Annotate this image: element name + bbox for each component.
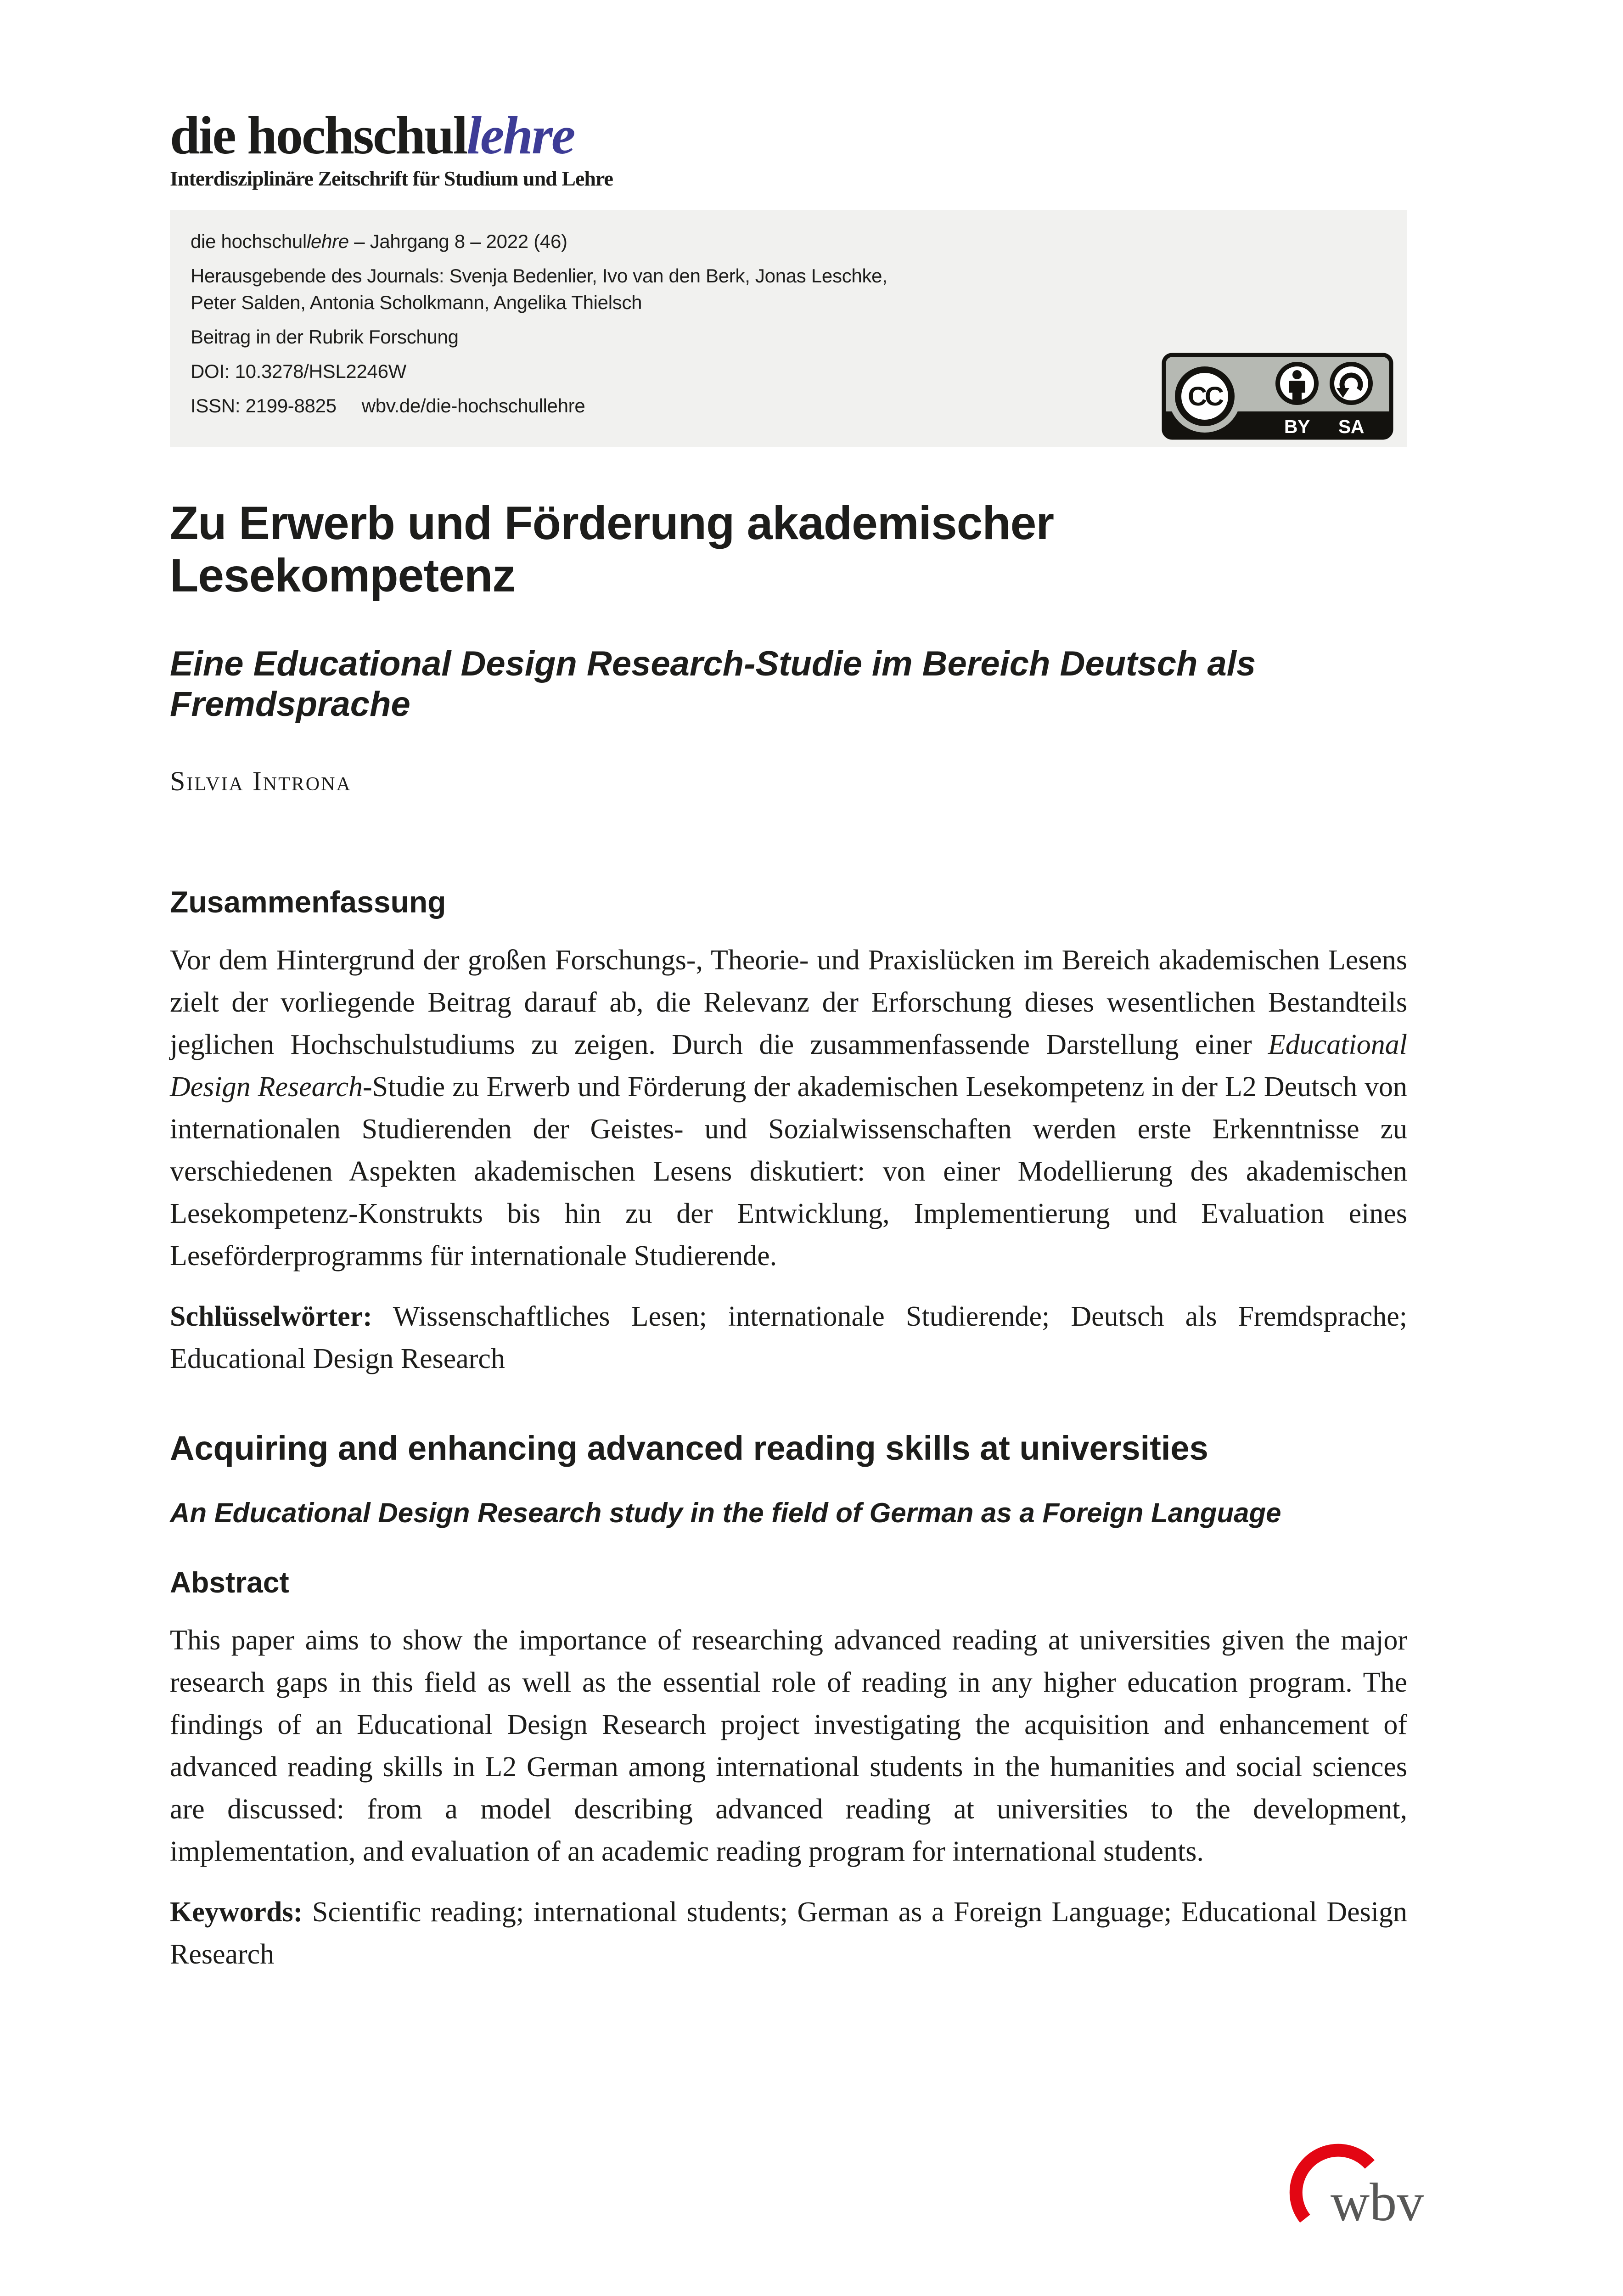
keywords-en-list: Scientific reading; international students; German as a Foreign Language; Educational Design Research (170, 1896, 1407, 1970)
keywords-de (170, 1295, 1407, 1380)
issue-volume-year: – Jahrgang 8 – 2022 (46) (348, 231, 567, 252)
abstract-en-heading: Abstract (170, 1566, 289, 1599)
abstract-de-part2: -Studie zu Erwerb und Förderung der akademischen Lesekompetenz in der L2 Deutsch von internationalen Studierenden der Geistes- und Sozialwissenschaften werden erste Erkenntnisse zu verschiedenen Aspekten akademischen Lesens diskutiert: von einer Modellierung des akademischen Lesekompetenz-Konstrukts bis hin zu der Entwicklung, Implementierung und Evaluation eines Leseförderprogramms für internationale Studierende. (170, 1071, 1407, 1272)
article-title-en: Acquiring and enhancing advanced reading skills at universities (170, 1429, 1208, 1467)
abstract-de-heading: Zusammenfassung (170, 885, 446, 919)
abstract-de-text (170, 939, 1407, 1277)
cc-letters: CC (1188, 382, 1222, 411)
journal-logo-blue-part: lehre (466, 105, 574, 165)
article-title-de: Zu Erwerb und Förderung akademischer Lesekompetenz (170, 497, 1054, 602)
issue-journal-name-italic: lehre (306, 231, 349, 252)
section-note: Beitrag in der Rubrik Forschung (191, 326, 459, 348)
abstract-de-part1: Vor dem Hintergrund der großen Forschungs-, Theorie- und Praxislücken im Bereich akademischen Lesens zielt der vorliegende Beitrag darauf ab, die Relevanz der Erforschung dieses wesentlichen Bestandteils jeglichen Hochschulstudiums zu zeigen. Durch die zusammenfassende Darstellung einer (170, 944, 1407, 1060)
sa-label: SA (1338, 416, 1365, 437)
attribution-person-icon (1275, 362, 1319, 405)
journal-masthead (170, 0, 1407, 191)
keywords-de-label: Schlüsselwörter: (170, 1300, 372, 1332)
issue-journal-name: die hochschul (191, 231, 307, 252)
journal-website-link[interactable]: wbv.de/die-hochschullehre (361, 395, 585, 416)
editors-line-2: Peter Salden, Antonia Scholkmann, Angelika Thielsch (191, 292, 642, 313)
journal-logo-black-part: die hochschul (170, 105, 467, 165)
issn-number: ISSN: 2199-8825 (191, 395, 337, 416)
share-alike-icon (1330, 362, 1373, 405)
wbv-logo-graphic (1286, 2135, 1428, 2250)
issue-line (191, 228, 1387, 255)
keywords-en (170, 1891, 1407, 1975)
editors-line-1: Herausgebende des Journals: Svenja Bedenlier, Ivo van den Berk, Jonas Leschke, (191, 265, 887, 287)
editors-line (191, 263, 1387, 316)
wbv-publisher-logo (1286, 2135, 1428, 2250)
cc-by-sa-license-badge[interactable] (1162, 353, 1393, 440)
author-name: Silvia Introna (170, 766, 352, 797)
doi-line: DOI: 10.3278/HSL2246W (191, 360, 406, 382)
abstract-en-text: This paper aims to show the importance of researching advanced reading at universities given the major research gaps in this field as well as the essential role of reading in any higher education program. The findings of an Educational Design Research project investigating the acquisition and enhancement of advanced reading skills in L2 German among international students in the humanities and social sciences are discussed: from a model describing advanced reading at universities to the development, implementation, and evaluation of an academic reading program for international students. (170, 1624, 1407, 1867)
article-subtitle-en: An Educational Design Research study in the field of German as a Foreign Language (170, 1497, 1281, 1529)
journal-tagline: Interdisziplinäre Zeitschrift für Studium und Lehre (170, 167, 613, 190)
by-label: BY (1284, 416, 1310, 437)
wbv-wordmark: wbv (1331, 2172, 1424, 2232)
abstract-de-italic-term: Educational Design Research (170, 1029, 1407, 1103)
cc-logo-icon (1168, 360, 1241, 433)
article-subtitle-de: Eine Educational Design Research-Studie im Bereich Deutsch als Fremdsprache (170, 644, 1256, 724)
issue-info-box (170, 210, 1407, 447)
journal-logo (170, 105, 1407, 165)
keywords-de-list: Wissenschaftliches Lesen; internationale Studierende; Deutsch als Fremdsprache; Educational Design Research (170, 1300, 1407, 1374)
keywords-en-label: Keywords: (170, 1896, 303, 1928)
